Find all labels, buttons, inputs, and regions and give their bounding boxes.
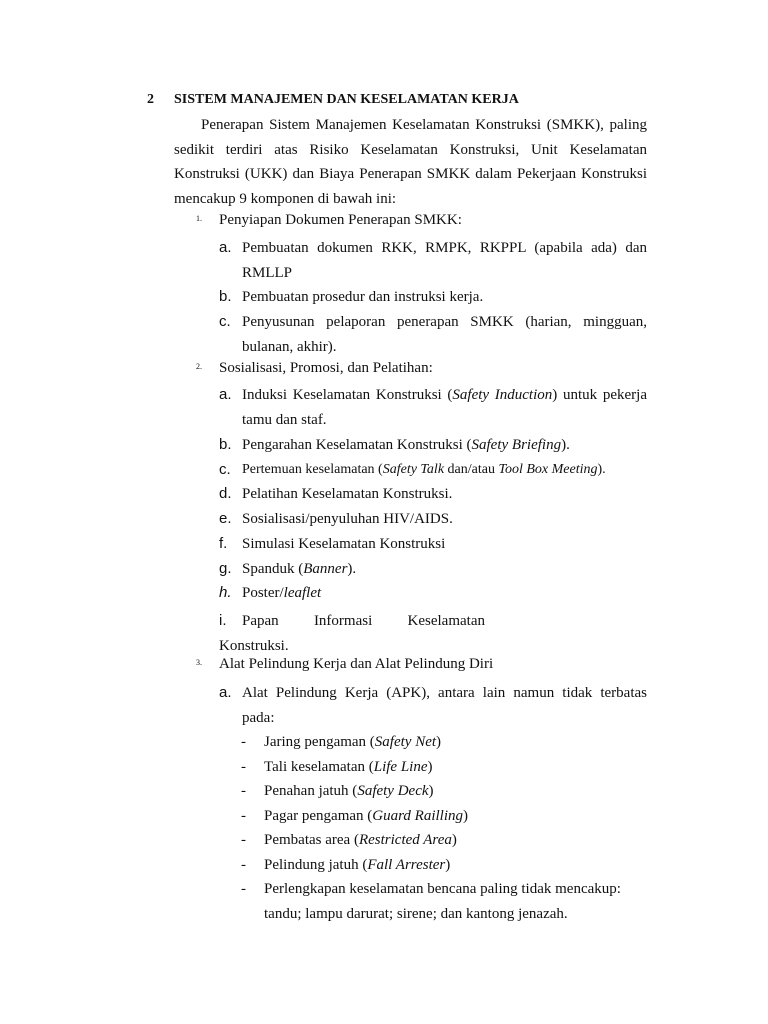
italic-term: Fall Arrester [367, 857, 446, 873]
text-part: Informasi [313, 613, 373, 629]
text-part: Spanduk ( [242, 561, 304, 577]
item-text: Sosialisasi/penyuluhan HIV/AIDS. [242, 511, 453, 527]
text-part: dan/atau [444, 462, 499, 477]
list-item [219, 532, 647, 557]
heading-title: SISTEM MANAJEMEN DAN KESELAMATAN KERJA [174, 92, 519, 107]
section-2-number: 2. [196, 362, 202, 371]
text-part: Tali keselamatan ( [264, 759, 374, 775]
italic-term: Banner [303, 561, 348, 577]
text-part: ) untuk pekerja tamu dan staf. [242, 387, 647, 428]
dash-marker: - [241, 759, 246, 775]
list-item [219, 310, 647, 359]
item-text-continued: Konstruksi. [219, 637, 289, 654]
item-text: Pembuatan prosedur dan instruksi kerja. [242, 289, 484, 305]
dash-item [241, 853, 647, 878]
item-marker: b. [219, 288, 232, 305]
item-text [242, 458, 647, 483]
italic-term: Safety Induction [452, 387, 553, 403]
italic-term: Safety Briefing [471, 437, 562, 453]
list-item [219, 507, 647, 532]
item-text [242, 433, 647, 458]
text-part: ) [436, 734, 442, 750]
dash-text: Perlengkapan keselamatan bencana paling tidak mencakup: tandu; lampu darurat; sirene; dan kantong jenazah. [264, 881, 621, 922]
section-1-title [196, 212, 462, 229]
item-marker: f. [219, 535, 228, 552]
item-marker: h. [219, 584, 232, 601]
section-3-number: 3. [196, 658, 202, 667]
text-part: Pengarahan Keselamatan Konstruksi ( [242, 437, 472, 453]
item-text [242, 383, 647, 432]
dash-text [264, 804, 647, 829]
text-part: ). [347, 561, 357, 577]
text-part: Pagar pengaman ( [264, 808, 373, 824]
text-part: ) [428, 783, 434, 799]
list-item [219, 581, 647, 606]
list-item [219, 482, 647, 507]
text-part: Poster/ [242, 585, 284, 601]
dash-marker: - [241, 881, 246, 897]
dash-item [241, 730, 647, 755]
dash-text [264, 853, 647, 878]
italic-term: Safety Deck [357, 783, 429, 799]
text-part: Papan [242, 613, 279, 629]
item-marker: a. [219, 239, 232, 256]
item-text: Alat Pelindung Kerja (APK), antara lain namun tidak terbatas pada: [242, 685, 647, 726]
text-part: Pembatas area ( [264, 832, 359, 848]
item-marker: d. [219, 485, 232, 502]
list-item [219, 433, 647, 458]
text-part: ). [597, 462, 606, 477]
section-2-title [196, 360, 433, 377]
section-3-label: Alat Pelindung Kerja dan Alat Pelindung Diri [219, 656, 494, 672]
section-1-label: Penyiapan Dokumen Penerapan SMKK: [219, 212, 462, 228]
list-item [219, 458, 647, 483]
dash-text [264, 779, 647, 804]
section-2-label: Sosialisasi, Promosi, dan Pelatihan: [219, 360, 433, 376]
item-text: Simulasi Keselamatan Konstruksi [242, 536, 446, 552]
text-part: Penahan jatuh ( [264, 783, 358, 799]
text-part: ) [451, 832, 457, 848]
item-marker: a. [219, 684, 232, 701]
text-part: ). [561, 437, 570, 453]
item-text: Penyusunan pelaporan penerapan SMKK (harian, mingguan, bulanan, akhir). [242, 314, 647, 355]
item-text [242, 557, 647, 582]
dash-text [264, 730, 647, 755]
dash-text [264, 755, 647, 780]
section-3-title [196, 656, 494, 673]
dash-marker: - [241, 734, 246, 750]
dash-text [264, 828, 647, 853]
text-part: ) [427, 759, 433, 775]
list-item [219, 609, 509, 658]
text-part: ) [445, 857, 451, 873]
intro-text: Penerapan Sistem Manajemen Keselamatan Konstruksi (SMKK), paling sedikit terdiri atas Risiko Keselamatan Konstruksi, Unit Keselamatan Konstruksi (UKK) dan Biaya Penerapan SMKK dalam Pekerjaan Konstruksi mencakup 9 komponen di bawah ini: [174, 117, 647, 208]
dash-marker: - [241, 783, 246, 799]
list-item [219, 681, 647, 730]
intro-paragraph [174, 113, 647, 212]
dash-item [241, 804, 647, 829]
italic-term: Safety Net [374, 734, 437, 750]
italic-term: Safety Talk [382, 462, 445, 477]
dash-item [241, 755, 647, 780]
text-part: Jaring pengaman ( [264, 734, 375, 750]
text-part: ) [463, 808, 468, 824]
list-item [219, 383, 647, 432]
italic-term: Tool Box Meeting [498, 462, 598, 477]
italic-term: Guard Railling [372, 808, 463, 824]
section-1-number: 1. [196, 214, 202, 223]
text-part: Pelindung jatuh ( [264, 857, 368, 873]
dash-item [241, 877, 647, 926]
item-marker: i. [219, 612, 227, 629]
list-item [219, 285, 647, 310]
dash-marker: - [241, 832, 246, 848]
list-item [219, 557, 647, 582]
dash-marker: - [241, 808, 246, 824]
item-text: Pelatihan Keselamatan Konstruksi. [242, 486, 453, 502]
dash-item [241, 779, 647, 804]
item-marker: c. [219, 461, 231, 478]
item-text [242, 609, 485, 634]
dash-marker: - [241, 857, 246, 873]
italic-term: leaflet [283, 585, 322, 601]
item-marker: g. [219, 560, 232, 577]
italic-term: Restricted Area [358, 832, 452, 848]
text-part: Induksi Keselamatan Konstruksi ( [242, 387, 453, 403]
item-text [242, 581, 647, 606]
italic-term: Life Line [373, 759, 428, 775]
item-marker: e. [219, 510, 232, 527]
item-text: Pembuatan dokumen RKK, RMPK, RKPPL (apabila ada) dan RMLLP [242, 240, 647, 281]
item-marker: a. [219, 386, 232, 403]
text-part: Keselamatan [407, 613, 485, 629]
dash-item [241, 828, 647, 853]
item-marker: c. [219, 313, 231, 330]
heading-number: 2 [147, 92, 154, 107]
section-heading [147, 92, 519, 108]
list-item [219, 236, 647, 285]
item-marker: b. [219, 436, 232, 453]
text-part: Pertemuan keselamatan ( [242, 462, 383, 477]
